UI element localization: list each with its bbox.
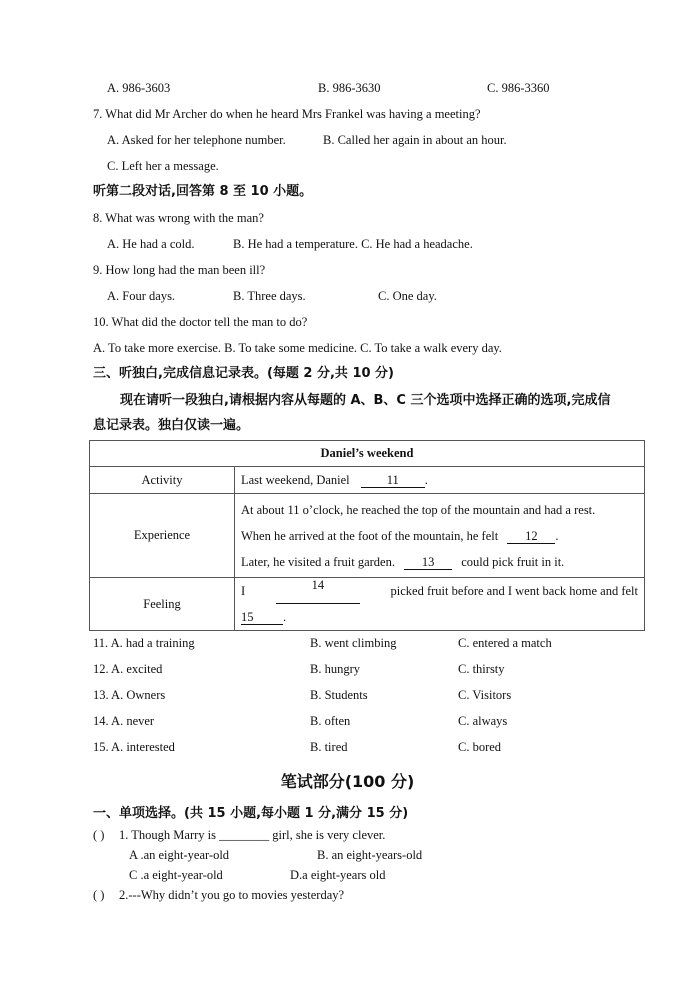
blank-11: 11	[361, 473, 425, 488]
feeling-label: Feeling	[90, 578, 235, 631]
record-table	[89, 440, 645, 631]
w1-option-a: A .an eight-year-old	[129, 848, 230, 862]
activity-text: Last weekend, Daniel	[241, 472, 350, 487]
opt15-b: B. tired	[310, 740, 348, 754]
q9-option-c: C. One day.	[378, 289, 437, 303]
feeling-text-a: I	[241, 584, 246, 598]
w1-option-b: B. an eight-years-old	[317, 848, 423, 862]
q6-option-c: C. 986-3360	[487, 81, 550, 95]
q7-stem: 7. What did Mr Archer do when he heard Mrs Frankel was having a meeting?	[93, 107, 481, 121]
opt11-a: 11. A. had a training	[93, 636, 195, 650]
q10-stem: 10. What did the doctor tell the man to do?	[93, 315, 308, 329]
blank-12: 12	[507, 529, 555, 544]
written-section-title: 笔试部分(100 分)	[280, 772, 415, 791]
opt13-a: 13. A. Owners	[93, 688, 166, 702]
blank-13: 13	[404, 555, 452, 570]
experience-line3	[241, 549, 638, 575]
feeling-line1	[241, 578, 638, 604]
q7-option-a: A. Asked for her telephone number.	[107, 133, 286, 147]
experience-line2: When he arrived at the foot of the mountain, he felt 12 .	[241, 528, 559, 543]
opt11-b: B. went climbing	[310, 636, 397, 650]
q8-option-bc: B. He had a temperature. C. He had a headache.	[233, 237, 473, 251]
written-section1-heading: 一、单项选择。(共 15 小题,每小题 1 分,满分 15 分)	[93, 806, 409, 821]
w1-paren: ( )	[93, 828, 105, 842]
part3-heading: 三、听独白,完成信息记录表。(每题 2 分,共 10 分)	[93, 366, 394, 381]
experience-cell	[235, 494, 645, 578]
experience-line3-text-a: Later, he visited a fruit garden.	[241, 554, 395, 569]
opt14-c: C. always	[458, 714, 508, 728]
q9-stem: 9. How long had the man been ill?	[93, 263, 266, 277]
opt15-c: C. bored	[458, 740, 502, 754]
blank-15: 15	[241, 610, 283, 625]
opt14-a: 14. A. never	[93, 714, 155, 728]
part3-instruction-line2: 息记录表。独白仅读一遍。	[93, 418, 250, 433]
experience-label: Experience	[90, 494, 235, 578]
q6-option-b: B. 986-3630	[318, 81, 381, 95]
q9-option-a: A. Four days.	[107, 289, 176, 303]
feeling-cell	[235, 578, 645, 631]
w1-option-d: D.a eight-years old	[290, 868, 386, 882]
feeling-line2: 15 .	[241, 610, 287, 624]
experience-line1: At about 11 o’clock, he reached the top of the mountain and had a rest.	[241, 502, 596, 517]
opt14-b: B. often	[310, 714, 351, 728]
q6-option-a: A. 986-3603	[107, 81, 171, 95]
q7-option-c: C. Left her a message.	[107, 159, 219, 173]
experience-line3-text-b: could pick fruit in it.	[461, 554, 565, 569]
activity-cell: Last weekend, Daniel 11 .	[235, 467, 645, 494]
opt12-b: B. hungry	[310, 662, 360, 676]
w1-stem: 1. Though Marry is ________ girl, she is very clever.	[119, 828, 386, 842]
experience-line2-text: When he arrived at the foot of the mountain, he felt	[241, 528, 499, 543]
opt12-c: C. thirsty	[458, 662, 505, 676]
opt12-a: 12. A. excited	[93, 662, 163, 676]
blank-14: 14	[276, 578, 360, 604]
q10-options: A. To take more exercise. B. To take some medicine. C. To take a walk every day.	[93, 341, 502, 355]
q7-option-b: B. Called her again in about an hour.	[323, 133, 507, 147]
section2-heading: 听第二段对话,回答第 8 至 10 小题。	[93, 184, 313, 199]
opt13-c: C. Visitors	[458, 688, 512, 702]
w2-stem: 2.---Why didn’t you go to movies yesterday?	[119, 888, 345, 902]
q8-option-a: A. He had a cold.	[107, 237, 195, 251]
w1-option-c: C .a eight-year-old	[129, 868, 223, 882]
w2-paren: ( )	[93, 888, 105, 902]
opt13-b: B. Students	[310, 688, 368, 702]
table-title: Daniel’s weekend	[90, 441, 645, 467]
activity-label: Activity	[90, 467, 235, 494]
q9-option-b: B. Three days.	[233, 289, 306, 303]
opt15-a: 15. A. interested	[93, 740, 175, 754]
feeling-text-b: picked fruit before and I went back home and felt	[390, 584, 638, 598]
part3-instruction-line1: 现在请听一段独白,请根据内容从每题的 A、B、C 三个选项中选择正确的选项,完成信	[120, 393, 611, 408]
q8-stem: 8. What was wrong with the man?	[93, 211, 264, 225]
opt11-c: C. entered a match	[458, 636, 552, 650]
